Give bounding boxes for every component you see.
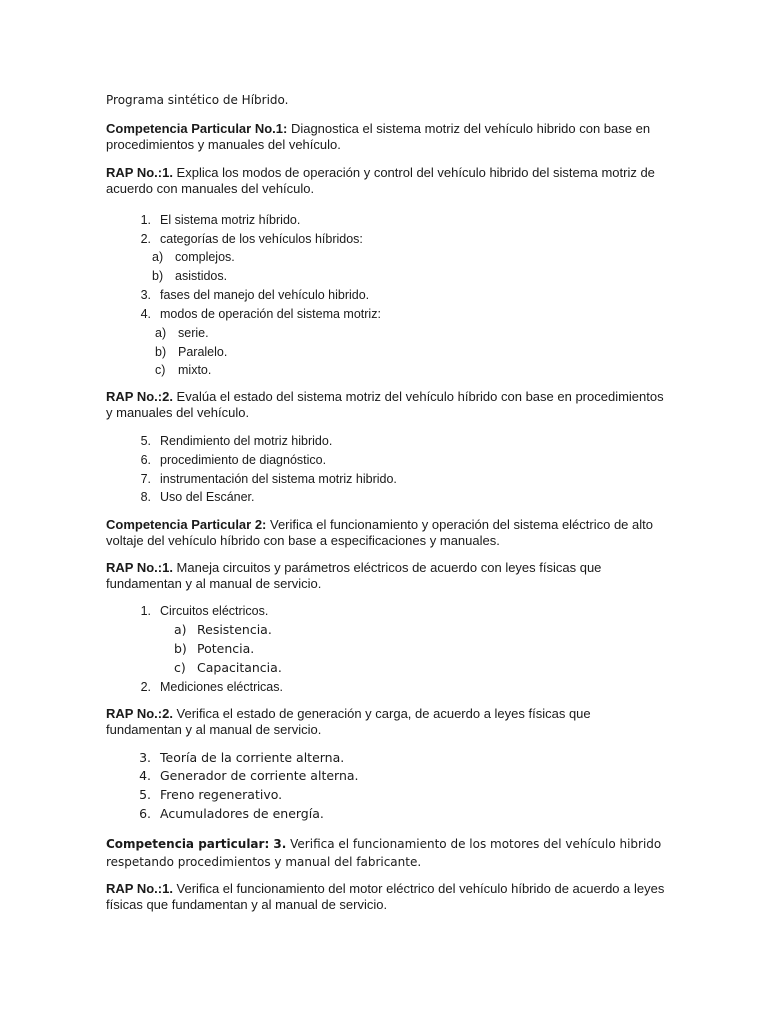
rap-2-text: Evalúa el estado del sistema motriz del vehículo híbrido con base en procedimientos y manuales del vehículo. — [106, 389, 664, 420]
list-item: 4. Generador de corriente alterna. — [139, 768, 359, 783]
competencia-3-text: Verifica el funcionamiento de los motores del vehículo hibrido respetando procedimientos y manual del fabricante. — [106, 837, 662, 869]
list-subitem: a) complejos. — [152, 250, 235, 264]
list-subitem: c) Capacitancia. — [174, 660, 282, 675]
list-item: 2. Mediciones eléctricas. — [140, 680, 283, 694]
list-subitem: b) Paralelo. — [155, 345, 228, 359]
rap-3 — [106, 560, 666, 592]
rap-5-label: RAP No.:1. — [106, 881, 173, 896]
list-item: 3. Teoría de la corriente alterna. — [139, 750, 345, 765]
list-item: 1. Circuitos eléctricos. — [140, 604, 269, 618]
list-subitem: b) Potencia. — [174, 641, 255, 656]
document-title: Programa sintético de Híbrido. — [106, 93, 289, 107]
competencia-3 — [106, 835, 666, 871]
competencia-1 — [106, 121, 666, 153]
competencia-2 — [106, 517, 666, 549]
list-item: 3. fases del manejo del vehículo hibrido. — [140, 288, 370, 302]
list-item: 1. El sistema motriz híbrido. — [140, 213, 301, 227]
list-item: 5. Freno regenerativo. — [139, 787, 283, 802]
rap-5-text: Verifica el funcionamiento del motor eléctrico del vehículo híbrido de acuerdo a leyes físicas que fundamentan y al manual de servicio. — [106, 881, 665, 912]
list-item: 7. instrumentación del sistema motriz hibrido. — [140, 472, 397, 486]
list-subitem: c) mixto. — [155, 363, 212, 377]
list-item: 5. Rendimiento del motriz hibrido. — [140, 434, 333, 448]
competencia-2-label: Competencia Particular 2: — [106, 517, 267, 532]
rap-1-text: Explica los modos de operación y control del vehículo hibrido del sistema motriz de acuerdo con manuales del vehículo. — [106, 165, 655, 196]
competencia-3-label: Competencia particular: 3. — [106, 837, 287, 851]
rap-2-label: RAP No.:2. — [106, 389, 173, 404]
list-item: 8. Uso del Escáner. — [140, 490, 255, 504]
rap-2 — [106, 389, 666, 421]
competencia-1-text: Diagnostica el sistema motriz del vehículo hibrido con base en procedimientos y manuales del vehículo. — [106, 121, 651, 152]
list-item: 6. Acumuladores de energía. — [139, 806, 324, 821]
list-item: 6. procedimiento de diagnóstico. — [140, 453, 327, 467]
list-item: 4. modos de operación del sistema motriz: — [140, 307, 381, 321]
rap-1 — [106, 165, 666, 197]
list-item: 2. categorías de los vehículos híbridos: — [140, 232, 363, 246]
rap-1-label: RAP No.:1. — [106, 165, 173, 180]
competencia-2-text: Verifica el funcionamiento y operación del sistema eléctrico de alto voltaje del vehículo híbrido con base a especificaciones y manuales. — [106, 517, 653, 548]
list-subitem: b) asistidos. — [152, 269, 228, 283]
list-subitem: a) serie. — [155, 326, 209, 340]
rap-4-text: Verifica el estado de generación y carga, de acuerdo a leyes físicas que fundamentan y al manual de servicio. — [106, 706, 591, 737]
rap-4-label: RAP No.:2. — [106, 706, 173, 721]
rap-3-label: RAP No.:1. — [106, 560, 173, 575]
rap-5 — [106, 881, 666, 913]
list-subitem: a) Resistencia. — [174, 622, 272, 637]
rap-4 — [106, 706, 666, 738]
rap-3-text: Maneja circuitos y parámetros eléctricos de acuerdo con leyes físicas que fundamentan y al manual de servicio. — [106, 560, 602, 591]
competencia-1-label: Competencia Particular No.1: — [106, 121, 288, 136]
